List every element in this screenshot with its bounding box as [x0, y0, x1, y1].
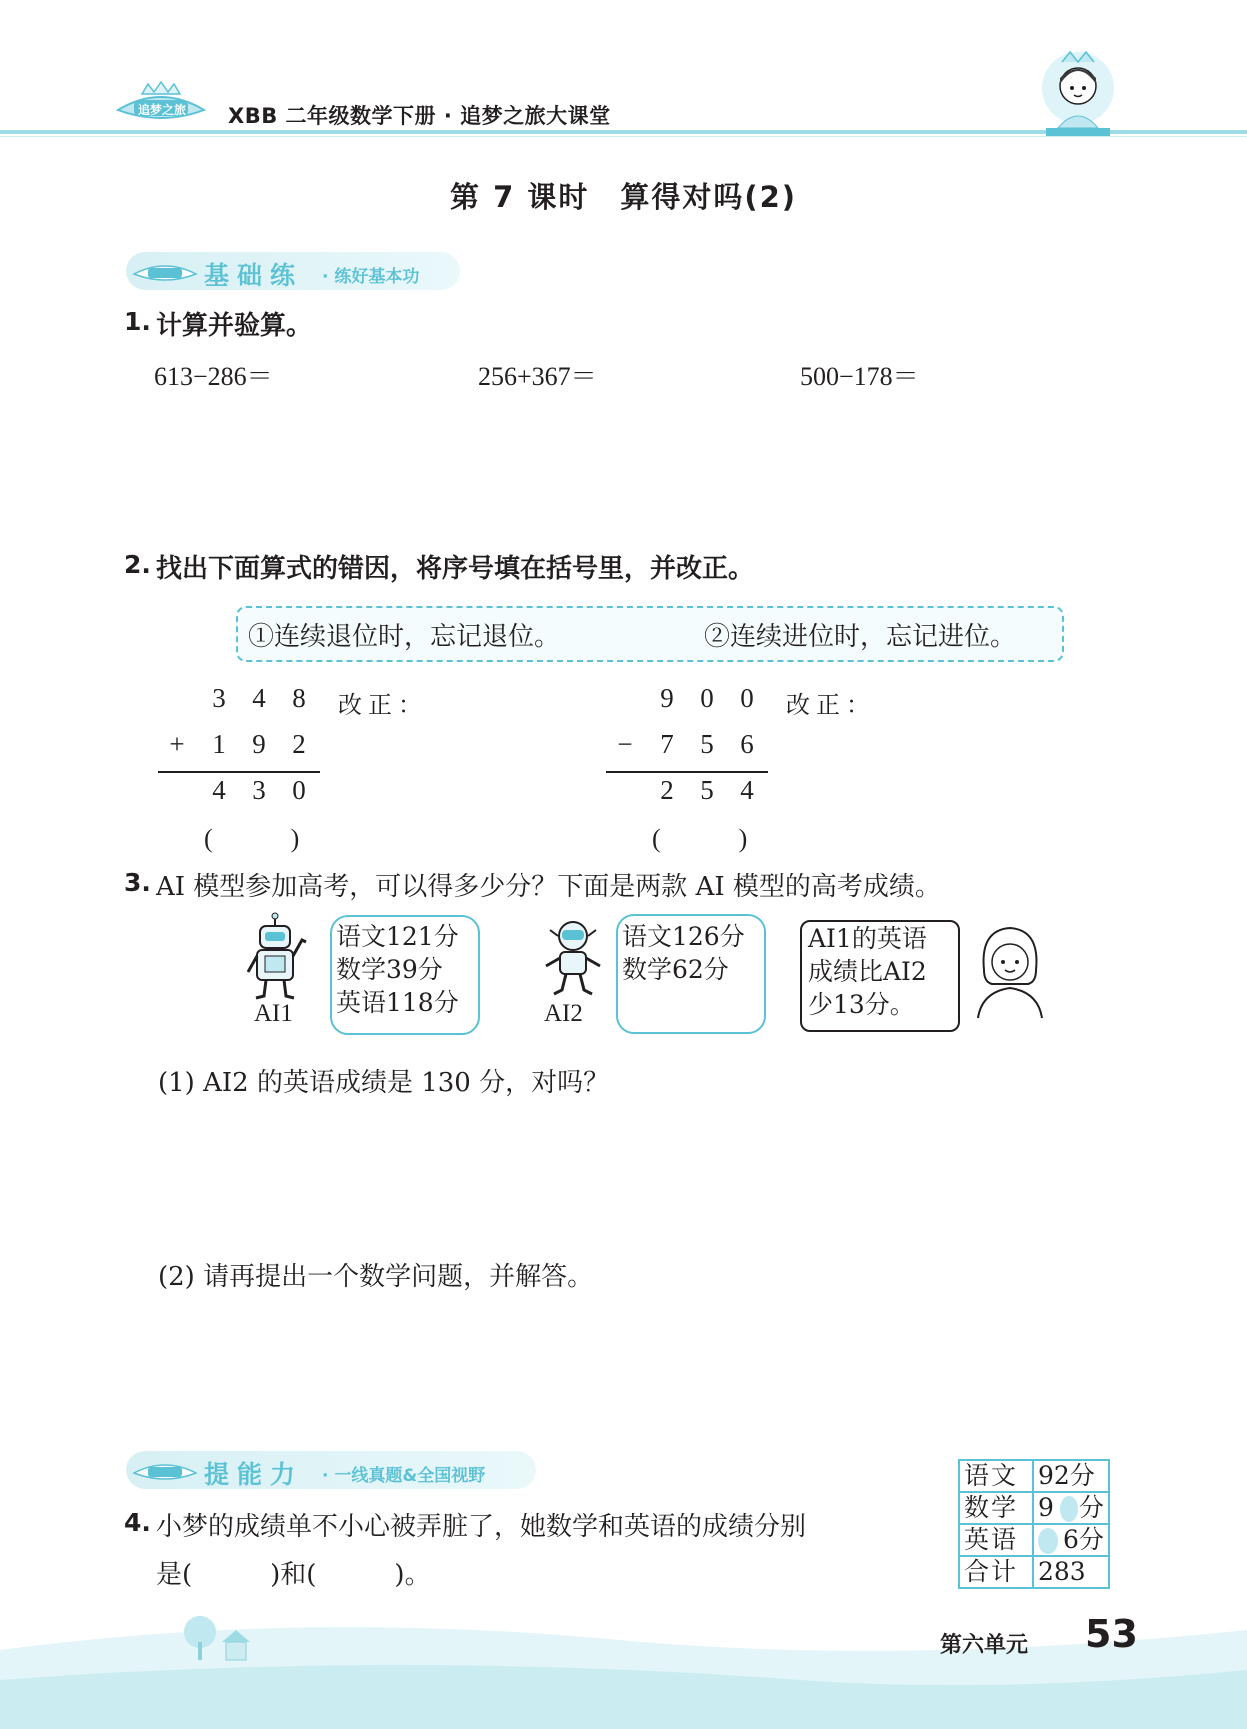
ai1-score-line: 语文121分 — [336, 922, 459, 951]
digit: 2 — [660, 775, 674, 805]
digit: 2 — [292, 729, 306, 759]
digit: 5 — [700, 729, 714, 759]
q4-line1: 小梦的成绩单不小心被弄脏了，她数学和英语的成绩分别 — [156, 1512, 807, 1542]
teacher-line: AI1的英语 — [808, 924, 927, 953]
digit: 9 — [660, 683, 674, 713]
operator-minus: − — [617, 729, 633, 759]
table-cell-value — [1033, 1492, 1109, 1524]
logo-text: 追梦之旅 — [138, 103, 187, 117]
digit: 0 — [740, 683, 754, 713]
ai1-score-lines — [336, 920, 459, 1019]
table-row — [959, 1524, 1109, 1556]
fix-label-2: 改正： — [786, 691, 876, 719]
ai2-score-line: 语文126分 — [622, 922, 745, 951]
q4-number: 4. — [124, 1508, 151, 1537]
digit: 4 — [252, 683, 266, 713]
header-title: XBB 二年级数学下册 · 追梦之旅大课堂 — [228, 104, 611, 128]
ai1-score-line: 数学39分 — [336, 955, 443, 984]
q1-expression-2: 256+367＝ — [478, 362, 597, 391]
operator-plus: + — [169, 729, 185, 759]
digit: 0 — [292, 775, 306, 805]
ai2-label: AI2 — [544, 1000, 583, 1027]
digit: 7 — [660, 729, 674, 759]
table-cell-subject: 合计 — [959, 1556, 1033, 1588]
table-cell-subject: 语文 — [959, 1460, 1033, 1492]
digit: 3 — [252, 775, 266, 805]
digit: 4 — [740, 775, 754, 805]
table-cell-value — [1033, 1524, 1109, 1556]
robot-ai1-icon — [240, 912, 310, 1002]
teacher-icon — [970, 920, 1050, 1020]
score-table — [958, 1459, 1110, 1589]
mascot-girl-icon — [1040, 48, 1116, 136]
ai2-score-lines — [622, 920, 745, 986]
section-subtitle-advanced: · 一线真题&全国视野 — [322, 1466, 486, 1486]
table-cell-subject: 数学 — [959, 1492, 1033, 1524]
hint-1: ①连续退位时，忘记退位。 — [248, 622, 561, 652]
unit-label: 第六单元 — [940, 1633, 1029, 1658]
table-cell-value: 283 — [1033, 1556, 1109, 1588]
table-row — [959, 1492, 1109, 1524]
header-rule-thin — [0, 136, 1247, 137]
digit: 8 — [292, 683, 306, 713]
digit: 0 — [700, 683, 714, 713]
digit: 1 — [212, 729, 226, 759]
table-cell-value: 92分 — [1033, 1460, 1109, 1492]
teacher-speech-lines — [808, 922, 927, 1021]
section-badge-icon — [130, 256, 200, 286]
ai1-score-line: 英语118分 — [336, 988, 459, 1017]
digit: 4 — [212, 775, 226, 805]
digit: 3 — [212, 683, 226, 713]
ai2-score-line: 数学62分 — [622, 955, 729, 984]
q2-number: 2. — [124, 550, 151, 579]
digit: 6 — [740, 729, 754, 759]
answer-paren-2[interactable]: ( ) — [652, 824, 748, 853]
table-row — [959, 1460, 1109, 1492]
teacher-line: 少13分。 — [808, 990, 915, 1019]
q3-number: 3. — [124, 868, 151, 897]
page-number: 53 — [1085, 1612, 1138, 1656]
section-subtitle-basic: · 练好基本功 — [322, 267, 420, 287]
q1-expression-1: 613−286＝ — [154, 362, 273, 391]
digit: 9 — [252, 729, 266, 759]
fix-label-1: 改正： — [338, 691, 428, 719]
q2-text: 找出下面算式的错因，将序号填在括号里，并改正。 — [156, 554, 755, 584]
q4-line2: 是( )和( )。 — [156, 1560, 431, 1590]
lesson-title: 第 7 课时 算得对吗(2) — [449, 180, 798, 214]
section-title-advanced: 提能力 — [204, 1460, 304, 1489]
section-title-basic: 基础练 — [204, 261, 304, 290]
teacher-line: 成绩比AI2 — [808, 957, 927, 986]
table-cell-value-text: 6分 — [1038, 1525, 1104, 1554]
table-row — [959, 1556, 1109, 1588]
table-cell-value-text: 9 分 — [1038, 1493, 1104, 1522]
section-badge-icon — [130, 1455, 200, 1485]
ai1-label: AI1 — [254, 1000, 293, 1027]
digit: 5 — [700, 775, 714, 805]
q3-sub1: (1) AI2 的英语成绩是 130 分，对吗？ — [158, 1068, 610, 1098]
q1-expression-3: 500−178＝ — [800, 362, 919, 391]
q1-number: 1. — [124, 307, 151, 336]
trees-house-icon — [178, 1612, 268, 1662]
q1-text: 计算并验算。 — [156, 311, 313, 341]
q3-text: AI 模型参加高考，可以得多少分？下面是两款 AI 模型的高考成绩。 — [156, 872, 941, 902]
sum-line — [158, 771, 320, 773]
table-cell-subject: 英语 — [959, 1524, 1033, 1556]
q3-sub2: (2) 请再提出一个数学问题，并解答。 — [158, 1262, 594, 1292]
answer-paren-1[interactable]: ( ) — [204, 824, 300, 853]
hint-2: ②连续进位时，忘记进位。 — [704, 622, 1017, 652]
difference-line — [606, 771, 768, 773]
robot-ai2-icon — [538, 918, 608, 998]
